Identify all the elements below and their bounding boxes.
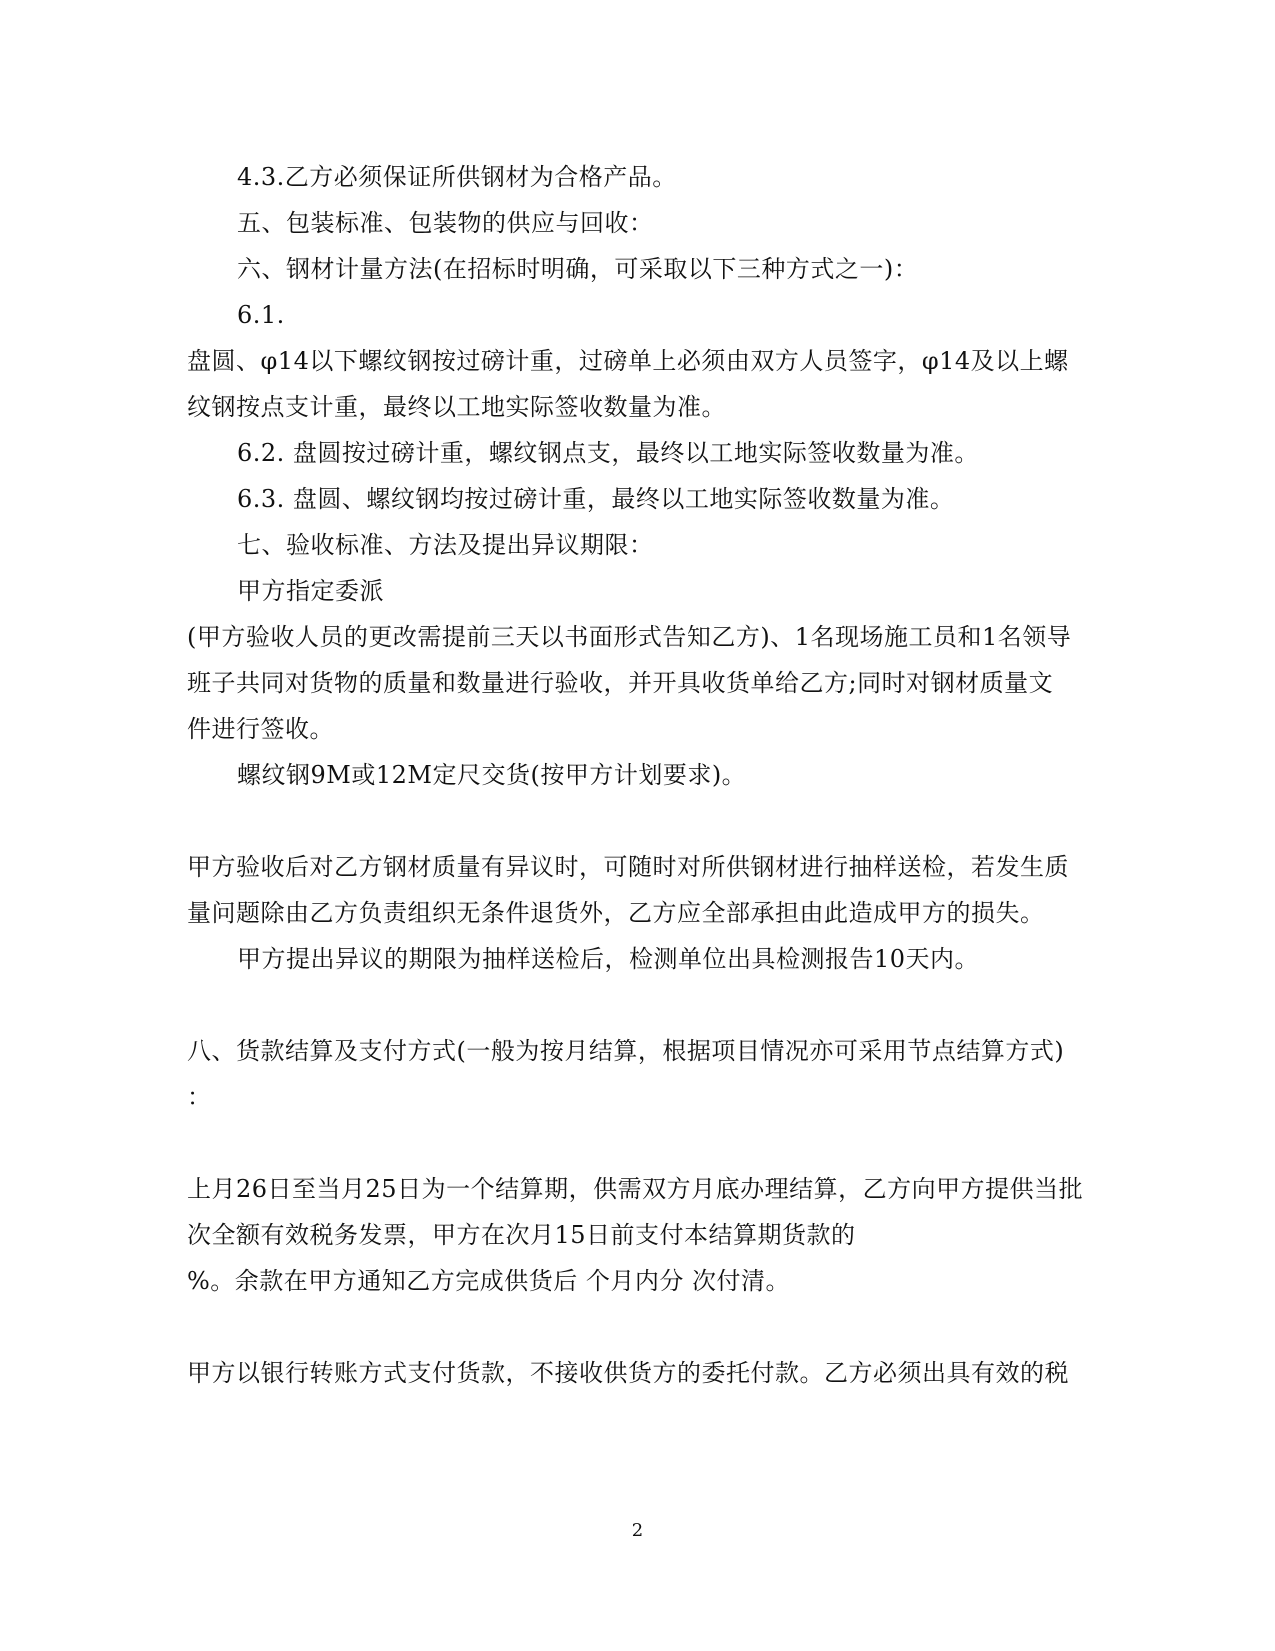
text-line: 量问题除由乙方负责组织无条件退货外，乙方应全部承担由此造成甲方的损失。 bbox=[187, 899, 1045, 927]
text-line: %。余款在甲方通知乙方完成供货后 个月内分 次付清。 bbox=[187, 1267, 791, 1295]
text-line: 次全额有效税务发票，甲方在次月15日前支付本结算期货款的 bbox=[187, 1221, 856, 1249]
text-line: (甲方验收人员的更改需提前三天以书面形式告知乙方)、1名现场施工员和1名领导 bbox=[187, 623, 1072, 651]
text-line: 盘圆、φ14以下螺纹钢按过磅计重，过磅单上必须由双方人员签字，φ14及以上螺 bbox=[187, 347, 1069, 375]
text-line: 八、货款结算及支付方式(一般为按月结算，根据项目情况亦可采用节点结算方式) bbox=[187, 1037, 1065, 1065]
text-line: 甲方提出异议的期限为抽样送检后，检测单位出具检测报告10天内。 bbox=[237, 945, 980, 973]
text-line: 纹钢按点支计重，最终以工地实际签收数量为准。 bbox=[187, 393, 726, 421]
text-line: 七、验收标准、方法及提出异议期限： bbox=[237, 531, 654, 559]
text-line: 螺纹钢9M或12M定尺交货(按甲方计划要求)。 bbox=[237, 761, 747, 789]
text-line: 6.3. 盘圆、螺纹钢均按过磅计重，最终以工地实际签收数量为准。 bbox=[237, 485, 955, 513]
text-line: 6.2. 盘圆按过磅计重，螺纹钢点支，最终以工地实际签收数量为准。 bbox=[237, 439, 979, 467]
text-line: 4.3.乙方必须保证所供钢材为合格产品。 bbox=[237, 163, 677, 191]
page-number: 2 bbox=[631, 1520, 644, 1541]
text-line: ： bbox=[187, 1083, 212, 1111]
text-line: 甲方指定委派 bbox=[237, 577, 384, 605]
text-line: 六、钢材计量方法(在招标时明确，可采取以下三种方式之一)： bbox=[237, 255, 919, 283]
text-line: 五、包装标准、包装物的供应与回收： bbox=[237, 209, 654, 237]
text-line: 甲方以银行转账方式支付货款，不接收供货方的委托付款。乙方必须出具有效的税 bbox=[187, 1359, 1069, 1387]
text-line: 甲方验收后对乙方钢材质量有异议时，可随时对所供钢材进行抽样送检，若发生质 bbox=[187, 853, 1069, 881]
text-line: 班子共同对货物的质量和数量进行验收，并开具收货单给乙方;同时对钢材质量文 bbox=[187, 669, 1054, 697]
text-line: 6.1. bbox=[237, 301, 285, 329]
text-line: 上月26日至当月25日为一个结算期，供需双方月底办理结算，乙方向甲方提供当批 bbox=[187, 1175, 1084, 1203]
text-line: 件进行签收。 bbox=[187, 715, 334, 743]
